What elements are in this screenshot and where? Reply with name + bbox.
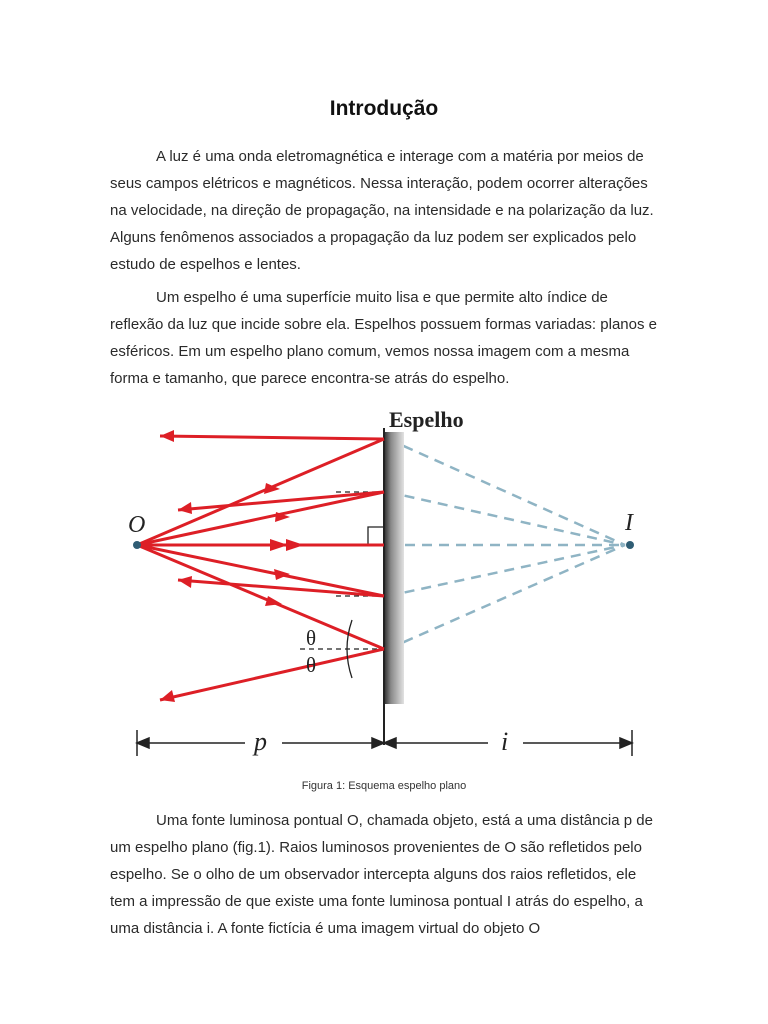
object-label: O: [128, 512, 146, 538]
virtual-ray-2: [388, 492, 625, 545]
incident-rays: [137, 439, 384, 649]
paragraph-mirror-definition: Um espelho é uma superfície muito lisa e que permite alto índice de reflexão da luz que incide sobre ela. Espelhos possuem formas variadas: planos e esféricos. Em um espelho plano comum, vemos nossa imagem com a mesma forma e tamanho, que parece encontra-se atrás do espelho.: [110, 289, 657, 387]
virtual-ray-1: [388, 439, 625, 545]
mirror-back: [384, 432, 404, 704]
figure-caption: Figura 1: Esquema espelho plano: [301, 780, 467, 792]
virtual-rays: [388, 439, 625, 649]
angle-label-bottom: θ: [306, 653, 317, 677]
image-label: I: [625, 510, 633, 536]
object-point: [133, 541, 141, 549]
plane-mirror-figure: [120, 400, 650, 770]
virtual-ray-5: [388, 545, 625, 649]
angle-label-top: θ: [306, 626, 317, 650]
paragraph-light-intro: A luz é uma onda eletromagnética e interage com a matéria por meios de seus campos elétricos e magnéticos. Nessa interação, podem ocorrer alterações na velocidade, na direção de propagação, na intensidade e na polarização da luz. Alguns fenômenos associados a propagação da luz podem ser explicados pelo estudo de espelhos e lentes.: [110, 148, 654, 273]
distance-i-label: i: [501, 727, 509, 756]
paragraph-object-image: Uma fonte luminosa pontual O, chamada objeto, está a uma distância p de um espelho plano (fig.1). Raios luminosos provenientes de O são refletidos pelo espelho. Se o olho de um observador intercepta alguns dos raios refletidos, ele tem a impressão de que existe uma fonte luminosa pontual I atrás do espelho, a uma distância i. A fonte fictícia é uma imagem virtual do objeto O: [110, 812, 653, 937]
page-title: Introdução: [329, 97, 439, 120]
distance-p-label: p: [254, 727, 267, 756]
image-point: [626, 541, 634, 549]
virtual-ray-4: [388, 545, 625, 596]
mirror-label: Espelho: [389, 407, 464, 432]
